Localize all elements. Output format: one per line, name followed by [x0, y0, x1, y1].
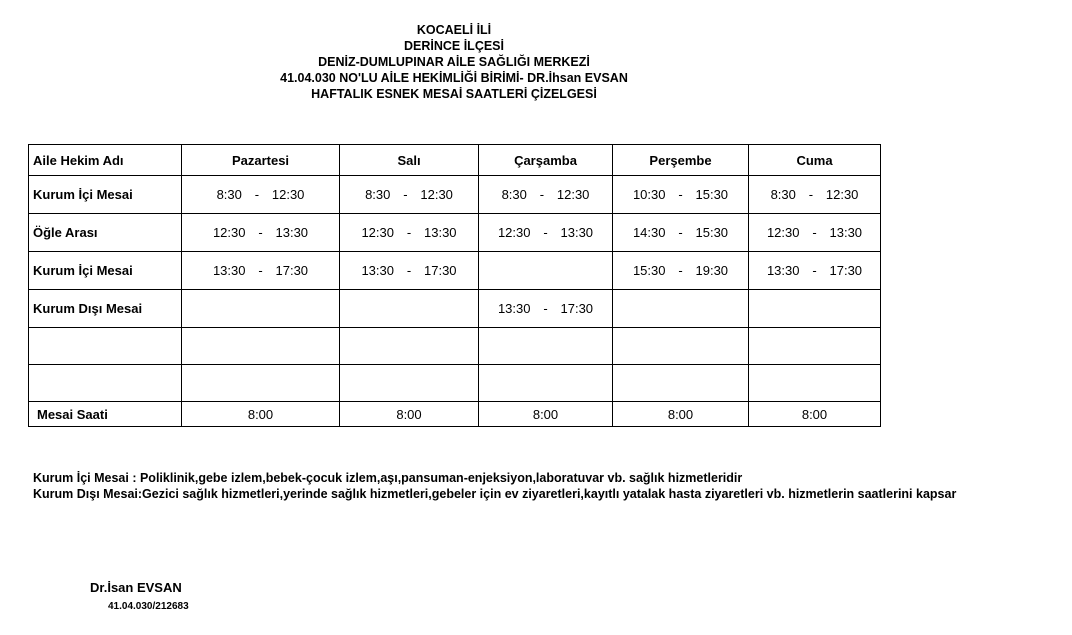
time-end: 12:30: [825, 187, 859, 202]
time-sep: -: [254, 187, 260, 202]
time-start: 8:30: [501, 187, 527, 202]
time-range: [749, 225, 880, 240]
time-end: 13:30: [275, 225, 309, 240]
header-unit: 41.04.030 NO'LU AİLE HEKİMLİĞİ BİRİMİ- DR.İhsan EVSAN: [280, 71, 628, 85]
time-range: [613, 263, 748, 278]
time-start: 12:30: [497, 225, 531, 240]
time-end: 12:30: [271, 187, 305, 202]
row-label: Öğle Arası: [29, 214, 182, 252]
time-start: 12:30: [212, 225, 246, 240]
time-sep: -: [678, 187, 683, 202]
header-title: HAFTALIK ESNEK MESAİ SAATLERİ ÇİZELGESİ: [311, 87, 597, 101]
time-end: 12:30: [556, 187, 590, 202]
header-province: KOCAELİ İLİ: [416, 23, 492, 37]
time-range: [479, 225, 612, 240]
time-end: 13:30: [829, 225, 863, 240]
day-header-thursday: Perşembe: [613, 145, 749, 176]
total-cell: 8:00: [613, 402, 749, 427]
time-range: [182, 225, 339, 240]
time-end: 12:30: [420, 187, 453, 202]
time-sep: -: [678, 225, 683, 240]
time-start: 12:30: [361, 225, 394, 240]
notes: [33, 470, 956, 502]
time-cell: [749, 176, 881, 214]
time-start: 10:30: [632, 187, 666, 202]
schedule-table: [28, 144, 881, 427]
table-row: [29, 252, 881, 290]
time-sep: -: [406, 225, 412, 240]
table-row: [29, 176, 881, 214]
signature-name: Dr.İsan EVSAN: [90, 580, 182, 595]
time-range: [749, 187, 880, 202]
time-start: 8:30: [365, 187, 391, 202]
time-end: 13:30: [424, 225, 457, 240]
total-row: [29, 402, 881, 427]
signature-code: 41.04.030/212683: [108, 601, 189, 612]
time-cell: [479, 252, 613, 290]
time-range: [340, 225, 478, 240]
time-end: 17:30: [424, 263, 457, 278]
total-label: Mesai Saati: [29, 402, 182, 427]
time-end: 17:30: [560, 301, 594, 316]
time-end: 15:30: [695, 225, 729, 240]
time-range: [749, 263, 880, 278]
header-health-center: DENİZ-DUMLUPINAR AİLE SAĞLIĞI MERKEZİ: [318, 55, 590, 69]
time-end: 13:30: [560, 225, 594, 240]
time-end: 15:30: [695, 187, 729, 202]
time-cell: [749, 214, 881, 252]
time-range: [613, 187, 748, 202]
time-cell: [749, 290, 881, 328]
total-cell: 8:00: [479, 402, 613, 427]
time-range: [340, 187, 478, 202]
table-row: [29, 290, 881, 328]
time-start: 15:30: [632, 263, 666, 278]
table-row-empty: [29, 365, 881, 402]
time-cell: [182, 252, 340, 290]
time-start: 8:30: [770, 187, 796, 202]
time-cell: [182, 290, 340, 328]
time-cell: [613, 176, 749, 214]
time-cell: [182, 176, 340, 214]
day-header-tuesday: Salı: [340, 145, 479, 176]
time-cell: [340, 252, 479, 290]
time-cell: [613, 290, 749, 328]
table-header-row: [29, 145, 881, 176]
time-start: 13:30: [212, 263, 246, 278]
time-sep: -: [812, 263, 817, 278]
time-cell: [479, 176, 613, 214]
time-sep: -: [543, 301, 548, 316]
time-sep: -: [258, 263, 263, 278]
document-header: [0, 22, 908, 102]
row-label: Kurum İçi Mesai: [29, 176, 182, 214]
time-range: [340, 263, 478, 278]
table-row-empty: [29, 328, 881, 365]
time-sep: -: [812, 225, 817, 240]
time-end: 17:30: [275, 263, 309, 278]
time-sep: -: [543, 225, 548, 240]
time-sep: -: [678, 263, 683, 278]
time-end: 17:30: [829, 263, 863, 278]
time-cell: [749, 252, 881, 290]
time-sep: -: [808, 187, 814, 202]
day-header-friday: Cuma: [749, 145, 881, 176]
day-header-monday: Pazartesi: [182, 145, 340, 176]
row-label: Kurum İçi Mesai: [29, 252, 182, 290]
note-external-hours: Kurum Dışı Mesai:Gezici sağlık hizmetleri,yerinde sağlık hizmetleri,gebeler için ev ziyaretleri,kayıtlı yatalak hasta ziyaretleri vb. hizmetlerin saatlerini kapsar: [33, 487, 957, 501]
time-range: [182, 187, 339, 202]
time-sep: -: [539, 187, 545, 202]
time-cell: [479, 214, 613, 252]
time-range: [479, 301, 612, 316]
time-sep: -: [406, 263, 412, 278]
time-end: 19:30: [695, 263, 729, 278]
time-start: 14:30: [632, 225, 666, 240]
time-range: [182, 263, 339, 278]
row-label: Kurum Dışı Mesai: [29, 290, 182, 328]
time-cell: [182, 214, 340, 252]
time-start: 8:30: [216, 187, 242, 202]
time-start: 13:30: [361, 263, 394, 278]
time-sep: -: [403, 187, 408, 202]
time-cell: [613, 252, 749, 290]
table-row: [29, 214, 881, 252]
total-cell: 8:00: [182, 402, 340, 427]
time-start: 12:30: [766, 225, 800, 240]
day-header-wednesday: Çarşamba: [479, 145, 613, 176]
header-district: DERİNCE İLÇESİ: [403, 39, 504, 53]
time-start: 13:30: [497, 301, 531, 316]
time-start: 13:30: [766, 263, 800, 278]
time-cell: [613, 214, 749, 252]
total-cell: 8:00: [340, 402, 479, 427]
time-sep: -: [258, 225, 263, 240]
time-cell: [340, 214, 479, 252]
time-cell: [340, 176, 479, 214]
time-range: [613, 225, 748, 240]
time-cell: [479, 290, 613, 328]
total-cell: 8:00: [749, 402, 881, 427]
time-range: [479, 187, 612, 202]
note-internal-hours: Kurum İçi Mesai : Poliklinik,gebe izlem,bebek-çocuk izlem,aşı,pansuman-enjeksiyon,laboratuvar vb. sağlık hizmetleridir: [33, 471, 743, 485]
time-cell: [340, 290, 479, 328]
corner-label: Aile Hekim Adı: [29, 145, 182, 176]
